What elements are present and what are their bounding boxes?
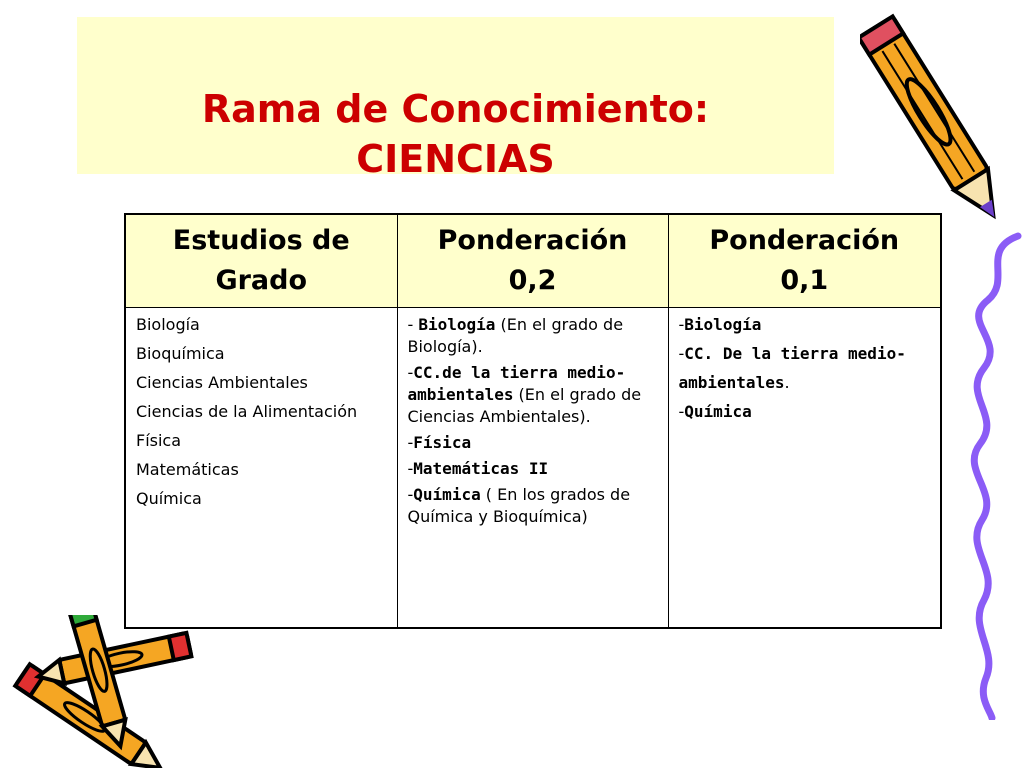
list-item — [408, 484, 658, 528]
subject-name: ambientales — [678, 373, 785, 392]
list-item — [679, 343, 931, 365]
subject-name: CC. De la tierra medio- — [684, 344, 906, 363]
list-dash: - — [407, 315, 419, 334]
subject-note: ( En los grados de Química y Bioquímica) — [407, 485, 631, 526]
header-ponderacion-01 — [668, 214, 941, 308]
header-estudios-de-grado — [125, 214, 397, 308]
subject-name: Química — [684, 402, 752, 421]
list-item — [408, 314, 658, 358]
list-item — [679, 314, 931, 336]
list-dash: - — [407, 485, 414, 504]
list-item: Biología — [136, 315, 200, 334]
list-item: Ciencias Ambientales — [136, 373, 308, 392]
list-item — [408, 458, 658, 480]
crossed-pencils-icon — [0, 615, 210, 768]
list-item: Bioquímica — [136, 344, 225, 363]
header-text: Grado — [215, 265, 308, 296]
pencil-icon — [860, 0, 1010, 245]
table-header-row — [125, 214, 941, 308]
list-item-continued — [679, 372, 931, 394]
list-item — [408, 432, 658, 454]
subject-note: (En el grado de Biología). — [407, 315, 624, 356]
list-item — [679, 401, 931, 423]
list-item: Física — [136, 431, 182, 450]
subject-note: . — [784, 373, 790, 392]
title-box — [77, 17, 834, 181]
list-dash: - — [678, 402, 685, 421]
subject-name: Física — [413, 433, 472, 452]
subject-name: CC.de la tierra medio-ambientales — [407, 363, 626, 404]
subject-name: Biología — [418, 315, 496, 334]
cell-ponderacion-02 — [397, 308, 668, 629]
list-item — [408, 362, 658, 428]
list-dash: - — [407, 433, 414, 452]
subject-name: Biología — [684, 315, 762, 334]
ponderacion-table — [124, 213, 942, 629]
header-text: Estudios de — [172, 225, 350, 256]
header-text: Ponderación — [709, 225, 900, 256]
header-ponderacion-02 — [397, 214, 668, 308]
subject-name: Matemáticas II — [413, 459, 549, 478]
list-item: Química — [136, 489, 202, 508]
squiggle-line — [940, 230, 1024, 720]
subject-name: Química — [413, 485, 481, 504]
list-dash: - — [678, 344, 685, 363]
cell-ponderacion-01 — [668, 308, 941, 629]
list-dash: - — [407, 459, 414, 478]
list-item: Matemáticas — [136, 460, 239, 479]
title-line-1: Rama de Conocimiento: — [201, 87, 710, 131]
list-item: Ciencias de la Alimentación — [136, 402, 358, 421]
header-text: 0,1 — [780, 265, 829, 296]
header-text: Ponderación — [437, 225, 628, 256]
cell-estudios-de-grado — [125, 308, 397, 629]
list-dash: - — [678, 315, 685, 334]
table-row — [125, 308, 941, 629]
header-text: 0,2 — [508, 265, 557, 296]
title-line-2: CIENCIAS — [356, 137, 555, 181]
list-dash: - — [407, 363, 414, 382]
subject-note: (En el grado de Ciencias Ambientales). — [407, 385, 642, 426]
